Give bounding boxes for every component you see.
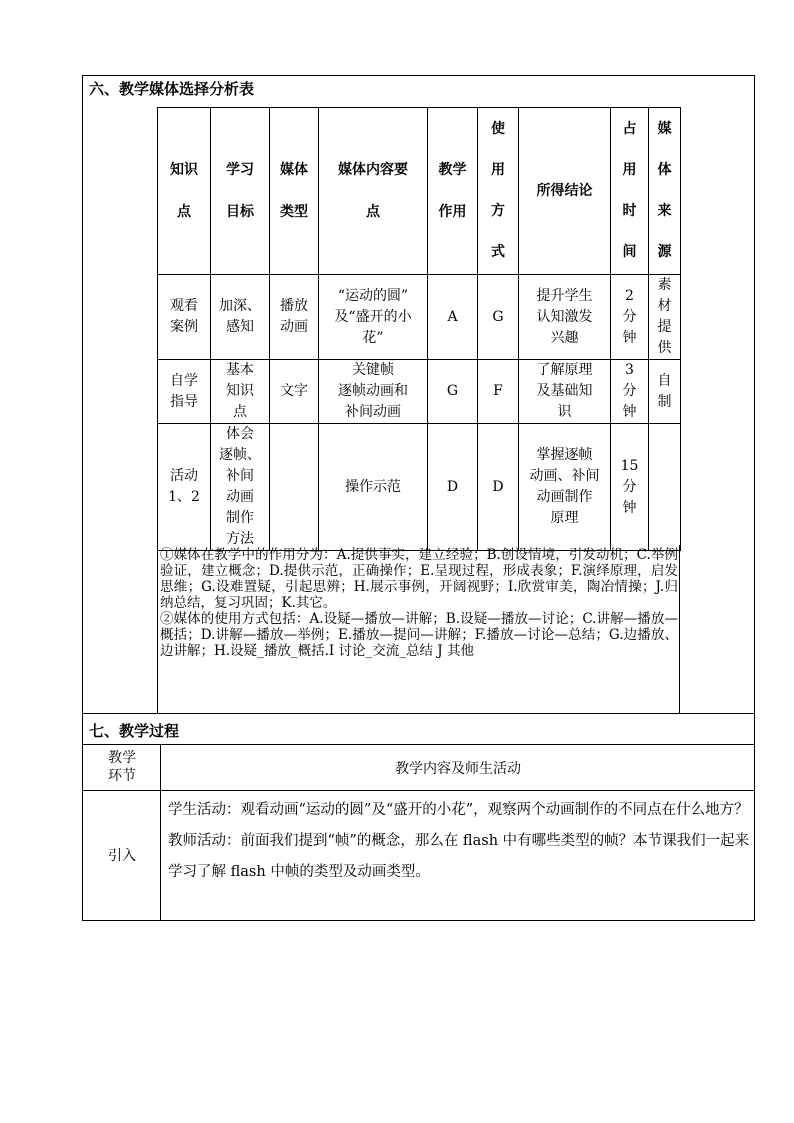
cell-text: 补间动画 — [345, 404, 401, 420]
cell-text: 自 — [657, 372, 672, 389]
cell-text: 知识 — [170, 162, 198, 178]
cell-text: 加深、 — [219, 298, 261, 314]
cell-text: G — [446, 383, 459, 399]
table-cell — [478, 360, 519, 424]
column-header — [428, 108, 478, 275]
cell-text: F — [493, 383, 503, 399]
table-cell — [211, 424, 270, 551]
table-header-row — [158, 108, 681, 275]
cell-text: 分 — [622, 478, 637, 495]
table-cell — [319, 275, 428, 360]
cell-text: 素 — [657, 277, 672, 293]
table-cell — [649, 424, 681, 551]
cell-text: D — [492, 478, 504, 495]
cell-text: 体会 — [226, 426, 254, 442]
media-analysis-table — [157, 107, 681, 551]
table-row — [158, 275, 681, 360]
cell-text: 指导 — [170, 393, 198, 410]
table-cell — [270, 424, 319, 551]
table-row — [158, 424, 681, 551]
table-cell — [270, 275, 319, 360]
note-media-usage: ②媒体的使用方式包括：A.设疑—播放—讲解；B.设疑—播放—讨论；C.讲解—播放—概括；D.讲解—播放—举例；E.播放—提问—讲解；F.播放—讨论—总结；G.边播放、边讲解；H.设疑_播放_概括.I 讨论_交流_总结 J 其他 — [160, 611, 678, 659]
table-cell — [611, 424, 649, 551]
notes-right-border — [679, 545, 680, 713]
section7-title: 七、教学过程 — [89, 722, 180, 740]
cell-text: 关键帧 — [352, 362, 394, 378]
cell-text: 感知 — [226, 319, 254, 335]
cell-text: 动画制作 — [536, 489, 593, 505]
column-header — [270, 108, 319, 275]
cell-text: 学习 — [226, 162, 254, 178]
cell-text: 点 — [177, 204, 191, 220]
divider — [82, 713, 755, 714]
cell-text: 点 — [233, 404, 247, 420]
cell-text: 材 — [657, 298, 672, 314]
note-media-roles: ①媒体在教学中的作用分为：A.提供事实，建立经验；B.创设情境，引发动机；C.举例验证，建立概念；D.提供示范，正确操作；E.呈现过程，形成表象；F.演绎原理，启发思维；G.设难置疑，引起思辨；H.展示事例，开阔视野；I.欣赏审美，陶冶情操；J.归纳总结，复习巩固；K.其它。 — [160, 547, 678, 611]
cell-text: 识 — [557, 404, 572, 420]
table-row — [158, 360, 681, 424]
cell-text: 观看 — [170, 298, 198, 314]
cell-text: 兴趣 — [550, 329, 579, 346]
stage-column-header: 教学 环节 — [108, 750, 136, 784]
table-cell — [478, 424, 519, 551]
table-cell — [158, 360, 211, 424]
cell-text: 制 — [657, 393, 672, 410]
cell-text: 知识 — [226, 383, 254, 399]
cell-text: 动画、补间 — [529, 468, 600, 484]
cell-text: 逐帧、 — [219, 447, 261, 463]
intro-content — [168, 795, 750, 888]
cell-text: 钟 — [622, 404, 637, 420]
divider — [82, 744, 755, 745]
table-cell — [211, 275, 270, 360]
column-header — [649, 108, 681, 275]
cell-text: 制作 — [226, 510, 254, 526]
table-cell — [519, 275, 611, 360]
cell-text: 文字 — [280, 383, 308, 399]
table-cell — [158, 424, 211, 551]
table-cell — [428, 424, 478, 551]
table-cell — [649, 275, 681, 360]
cell-text: 动画 — [280, 319, 308, 335]
cell-text: A — [447, 308, 458, 325]
cell-text: 认知激发 — [536, 308, 593, 325]
column-header — [211, 108, 270, 275]
cell-text: 1、2 — [168, 489, 200, 505]
cell-text: 动画 — [226, 489, 254, 505]
cell-text: 方 — [491, 203, 505, 219]
table-cell — [611, 360, 649, 424]
cell-text: 目标 — [226, 204, 254, 220]
table-cell — [270, 360, 319, 424]
cell-text: 及“盛开的小 — [334, 308, 412, 325]
cell-text: 补间 — [226, 468, 254, 484]
cell-text: 占 — [622, 121, 637, 137]
column-header — [158, 108, 211, 275]
column-header — [519, 108, 611, 275]
cell-text: 分 — [622, 383, 637, 399]
cell-text: 用 — [491, 162, 505, 178]
cell-text: 掌握逐帧 — [536, 447, 593, 463]
cell-text: 2 — [625, 287, 634, 304]
cell-text: 3 — [625, 362, 634, 378]
cell-text: 式 — [491, 244, 505, 260]
media-notes — [160, 547, 678, 659]
cell-text: 基本 — [226, 362, 254, 378]
cell-text: 原理 — [550, 510, 579, 526]
cell-text: 点 — [366, 204, 380, 220]
table-cell — [319, 424, 428, 551]
cell-text: 体 — [657, 162, 672, 178]
content-column-header: 教学内容及师生活动 — [395, 761, 521, 777]
cell-text: 供 — [657, 340, 672, 356]
cell-text: 15 — [620, 457, 639, 474]
cell-text: 源 — [657, 244, 672, 260]
divider — [82, 790, 755, 791]
student-activity: 学生活动：观看动画“运动的圆”及“盛开的小花”，观察两个动画制作的不同点在什么地方？ — [168, 802, 749, 818]
cell-text: 教学 — [438, 162, 467, 178]
cell-text: D — [446, 478, 459, 495]
table-cell — [611, 275, 649, 360]
cell-text: 媒 — [657, 121, 672, 137]
column-header — [478, 108, 519, 275]
cell-text: 分 — [622, 308, 637, 325]
cell-text: 逐帧动画和 — [338, 383, 408, 399]
cell-text: 类型 — [280, 204, 308, 220]
cell-text: 用 — [622, 162, 637, 178]
cell-text: 提 — [657, 319, 672, 335]
cell-text: 案例 — [170, 319, 198, 335]
table-cell — [319, 360, 428, 424]
table-cell — [428, 360, 478, 424]
cell-text: 操作示范 — [345, 478, 401, 495]
cell-text: “运动的圆” — [337, 287, 409, 304]
cell-text: 使 — [491, 121, 505, 137]
cell-text: 活动 — [170, 468, 198, 484]
teacher-activity: 教师活动：前面我们提到“帧”的概念，那么在 flash 中有哪些类型的帧？本节课我们一起来学习了解 flash 中帧的类型及动画类型。 — [168, 833, 750, 880]
table-cell — [519, 360, 611, 424]
cell-text: 及基础知 — [536, 383, 593, 399]
column-header — [319, 108, 428, 275]
cell-text: 提升学生 — [536, 287, 593, 304]
cell-text: 来 — [657, 203, 672, 219]
section6-title: 六、教学媒体选择分析表 — [89, 80, 255, 98]
cell-text: G — [492, 308, 504, 325]
cell-text: 钟 — [622, 499, 637, 516]
cell-text: 花” — [362, 329, 384, 346]
cell-text: 自学 — [170, 372, 198, 389]
table-cell — [428, 275, 478, 360]
table-cell — [158, 275, 211, 360]
cell-text: 钟 — [622, 329, 637, 346]
cell-text: 了解原理 — [536, 362, 593, 378]
table-cell — [519, 424, 611, 551]
column-header — [611, 108, 649, 275]
cell-text: 间 — [622, 244, 637, 260]
cell-text: 媒体内容要 — [338, 162, 408, 178]
cell-text: 作用 — [438, 204, 467, 220]
notes-left-border — [157, 545, 158, 713]
table-cell — [211, 360, 270, 424]
cell-text: 所得结论 — [536, 183, 593, 199]
cell-text: 媒体 — [280, 162, 308, 178]
cell-text: 方法 — [226, 531, 254, 547]
cell-text: 时 — [622, 203, 637, 219]
stage-intro: 引入 — [108, 848, 136, 864]
table-cell — [649, 360, 681, 424]
table-cell — [478, 275, 519, 360]
cell-text: 播放 — [280, 298, 308, 314]
